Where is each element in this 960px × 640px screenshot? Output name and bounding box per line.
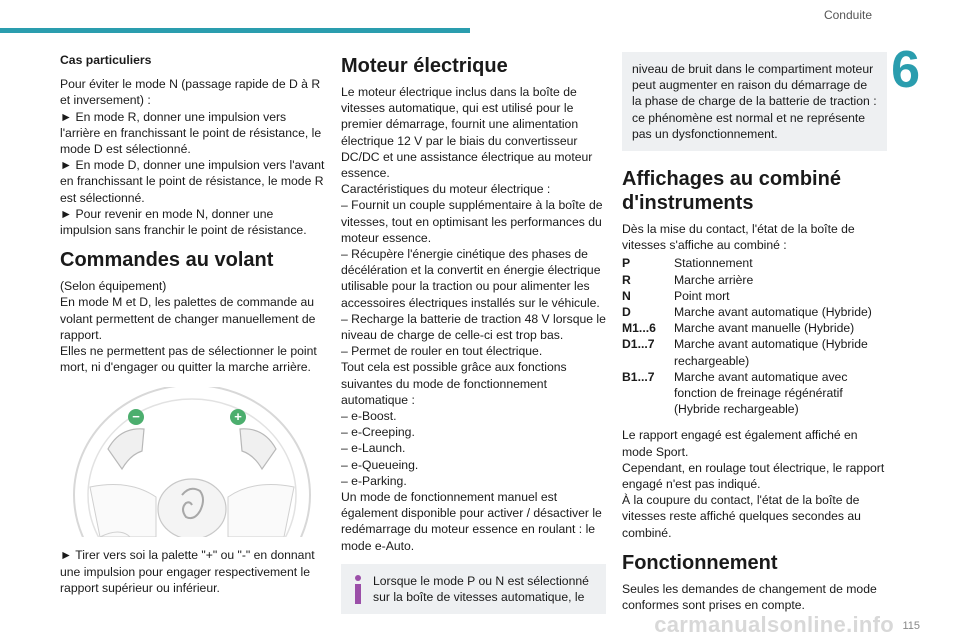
cas-line: Pour éviter le mode N (passage rapide de D à R et inversement) :	[60, 77, 321, 108]
carac-item: – Permet de rouler en tout électrique.	[341, 344, 543, 359]
commandes-volant-body	[60, 278, 325, 375]
cas-particuliers-body	[60, 76, 325, 238]
wheel-spoke-right	[228, 485, 294, 537]
affichages-intro: Dès la mise du contact, l'état de la boîte de vitesses s'affiche au combiné :	[622, 222, 855, 253]
mode-item: – e-Launch.	[341, 441, 406, 456]
steering-wheel-illustration	[60, 387, 325, 537]
info-note-text: Lorsque le mode P ou N est sélectionné sur la boîte de vitesses automatique, le	[373, 573, 589, 605]
table-row: P Stationnement	[622, 256, 753, 271]
volant-line: (Selon équipement)	[60, 279, 167, 294]
table-row: B1...7 Marche avant automatique avec fonction de freinage régénératif (Hybride rechargeable)	[622, 369, 848, 417]
cas-line: ► En mode D, donner une impulsion vers l'avant en franchissant le point de résistance, le mode R est sélectionné.	[60, 158, 325, 205]
table-row: M1...6 Marche avant manuelle (Hybride)	[622, 321, 855, 336]
modes-title: Tout cela est possible grâce aux fonctions suivantes du mode de fonctionnement automatique :	[341, 360, 567, 407]
gear-display-table	[622, 255, 887, 417]
paddle-right-icon	[240, 429, 276, 469]
cas-particuliers-title: Cas particuliers	[60, 53, 152, 67]
column-3	[622, 52, 887, 613]
moteur-electrique-heading: Moteur électrique	[341, 55, 508, 77]
info-note-continued-text: niveau de bruit dans le compartiment moteur peut augmenter en raison du démarrage de la phase de charge de la batterie de traction : ce phénomène est normal et ne représente pas un dysfonctionnement.	[632, 62, 877, 141]
carac-item: – Fournit un couple supplémentaire à la boîte de vitesses, tout en optimisant les performances du moteur essence.	[341, 198, 603, 245]
paddle-left-icon	[108, 429, 144, 469]
affichages-heading: Affichages au combiné d'instruments	[622, 168, 841, 215]
info-icon	[351, 574, 365, 604]
page-number: 115	[902, 620, 920, 632]
wheel-hub	[158, 479, 226, 537]
cas-line: ► En mode R, donner une impulsion vers l'arrière en franchissant le point de résistance, le mode D est sélectionné.	[60, 109, 322, 157]
info-note-continued	[622, 52, 887, 151]
chapter-number: 6	[891, 41, 920, 99]
mode-item: – e-Boost.	[341, 409, 397, 424]
mode-item: – e-Creeping.	[341, 425, 415, 440]
column-1	[60, 52, 325, 596]
mode-manuel-text: Un mode de fonctionnement manuel est également disponible pour activer / désactiver le redémarrage du moteur essence en roulant : le mode e-Auto.	[341, 490, 602, 553]
carac-item: – Récupère l'énergie cinétique des phases de décélération et la convertit en énergie électrique utilisable pour la traction ou pour alimenter les accessoires électriques installés sur le véhicule.	[341, 247, 601, 310]
table-row: D Marche avant automatique (Hybride)	[622, 305, 872, 320]
carac-item: – Recharge la batterie de traction 48 V lorsque le niveau de charge de celle-ci est trop bas.	[341, 311, 606, 343]
tirer-instruction: ► Tirer vers soi la palette "+" ou "-" en donnant une impulsion pour engager respectivement le rapport supérieur ou inférieur.	[60, 548, 315, 595]
info-note-box	[341, 564, 606, 614]
table-row: R Marche arrière	[622, 272, 754, 287]
cas-line: ► Pour revenir en mode N, donner une impulsion sans franchir le point de résistance.	[60, 206, 307, 238]
commandes-volant-heading: Commandes au volant	[60, 249, 274, 272]
paddle-plus-label: +	[234, 409, 242, 425]
fonctionnement-heading: Fonctionnement	[622, 551, 778, 574]
paddle-minus-label: −	[132, 409, 140, 425]
table-row: D1...7 Marche avant automatique (Hybride rechargeable)	[622, 337, 868, 368]
mode-item: – e-Parking.	[341, 473, 407, 488]
table-row: N Point mort	[622, 288, 730, 303]
coupure-text: À la coupure du contact, l'état de la boîte de vitesses reste affiché quelques secondes au combiné.	[622, 493, 861, 540]
header-accent-bar	[0, 28, 470, 33]
watermark: carmanualsonline.info	[654, 612, 894, 637]
mode-item: – e-Queueing.	[341, 457, 419, 472]
caracteristiques-title: Caractéristiques du moteur électrique :	[341, 182, 551, 197]
volant-line: En mode M et D, les palettes de commande au volant permettent de changer manuellement de rapport.	[60, 295, 316, 342]
column-2	[341, 52, 606, 614]
moteur-intro: Le moteur électrique inclus dans la boîte de vitesses automatique, qui est utilisé pour le premier démarrage, fournit une alimentation électrique 12 V par le biais du convertisseur DC/DC et une assistance électrique au moteur essence.	[341, 85, 593, 181]
wheel-spoke-left	[90, 485, 156, 537]
electric-text: Cependant, en roulage tout électrique, le rapport engagé n'est pas indiqué.	[622, 460, 885, 492]
volant-line: Elles ne permettent pas de sélectionner le point mort, ni d'engager ou quitter la marche arrière.	[60, 344, 317, 375]
section-title: Conduite	[823, 8, 872, 22]
sport-text: Le rapport engagé est également affiché en mode Sport.	[622, 428, 858, 459]
fonctionnement-text: Seules les demandes de changement de mode conformes sont prises en compte.	[622, 581, 877, 613]
